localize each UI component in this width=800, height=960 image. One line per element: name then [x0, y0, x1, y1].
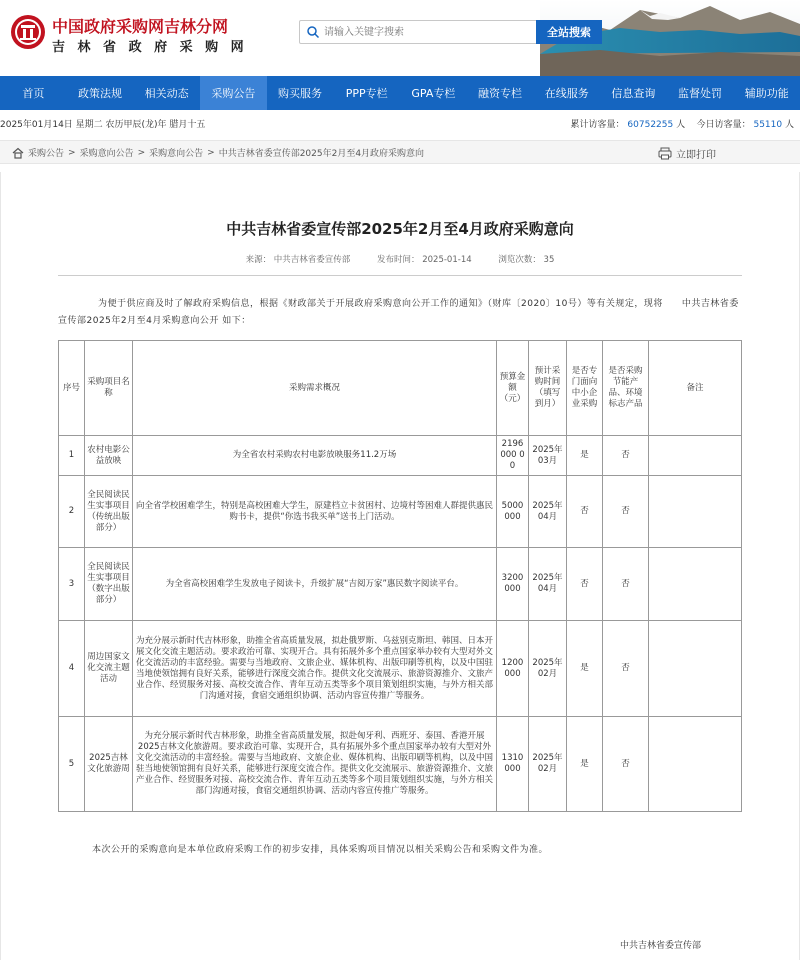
cell-remarks [649, 621, 742, 717]
today-visitors-unit: 人 [784, 120, 794, 130]
breadcrumb-item[interactable]: 采购意向公告 [79, 149, 134, 159]
cell-sme-only: 否 [567, 548, 603, 621]
nav-item[interactable]: 监督处罚 [678, 87, 723, 100]
cell-budget: 2196000 00 [497, 436, 529, 476]
cell-expected-time: 2025年04月 [529, 548, 567, 621]
cell-row-number: 1 [59, 436, 85, 476]
breadcrumb-item[interactable]: 采购公告 [28, 149, 65, 159]
table-header-row [59, 341, 742, 436]
info-bar [0, 114, 800, 132]
nav-item[interactable]: 购买服务 [278, 87, 323, 100]
nav-item[interactable]: 政策法规 [78, 87, 122, 100]
home-icon[interactable] [12, 147, 24, 159]
cell-expected-time: 2025年04月 [529, 476, 567, 548]
nav-item[interactable]: 信息查询 [611, 87, 656, 100]
cell-remarks [649, 476, 742, 548]
cell-budget: 3200000 [497, 548, 529, 621]
cell-green-products: 否 [603, 548, 649, 621]
table-row [59, 476, 742, 548]
total-visitors-unit: 人 [676, 120, 686, 130]
nav-item[interactable]: 首页 [22, 87, 45, 100]
breadcrumb-bar [0, 140, 800, 164]
header-no: 序号 [59, 341, 85, 436]
cell-expected-time: 2025年02月 [529, 621, 567, 717]
government-emblem-logo [10, 14, 46, 50]
visitor-stats [571, 117, 794, 130]
cell-expected-time: 2025年02月 [529, 717, 567, 812]
cell-green-products: 否 [603, 621, 649, 717]
print-label: 立即打印 [676, 150, 716, 161]
nav-item[interactable]: GPA专栏 [411, 87, 456, 100]
cell-requirements: 为全省农村采购农村电影放映服务11.2万场 [133, 436, 497, 476]
article-title: 中共吉林省委宣传部2025年2月至4月政府采购意向 [226, 220, 574, 238]
total-visitors-label: 累计访客量： [570, 120, 625, 130]
article-closing: 本次公开的采购意向是本单位政府采购工作的初步安排，具体采购项目情况以相关采购公告和采购文件为准。 [92, 845, 549, 855]
current-date: 2025年01月14日 星期二 农历甲辰(龙)年 腊月十五 [0, 120, 206, 130]
main-nav [0, 76, 800, 110]
title-divider [58, 275, 742, 276]
article-intro: 为便于供应商及时了解政府采购信息，根据《财政部关于开展政府采购意向公开工作的通知》（财库〔2020〕10号）等有关规定，现将 中共吉林省委宣传部2025年2月至4月采购意向公开 如下： [58, 299, 739, 326]
cell-green-products: 否 [603, 717, 649, 812]
cell-requirements: 为充分展示新时代吉林形象，助推全省高质量发展，拟赴俄罗斯、乌兹别克斯坦、韩国、日本开展文化交流主题活动。要求政治可靠、实现开合。具有拓展外多个重点国家举办较有大型对外文化交流活动的丰富经验。需要与当地政府、文旅企业、媒体机构、出版印刷等机构，以及中国驻当地使领馆拥有良好关系，能够进行深度交流合作。提供文化交流展示、旅游资源推介、文旅产业合作、经贸服务对接、高校交流合作、青年互动五类等多个项目策划组织实施，与外方相关部门沟通对接，食宿交通组织协调、活动内容宣传推广等服务。 [133, 621, 497, 717]
header-expected-time: 预计采购时间（填写到月） [529, 341, 567, 436]
printer-icon [658, 147, 672, 160]
cell-budget: 1310000 [497, 717, 529, 812]
breadcrumb [12, 146, 424, 159]
search-box[interactable] [299, 20, 537, 44]
nav-item[interactable]: 在线服务 [544, 87, 589, 100]
table-row [59, 717, 742, 812]
header-requirements: 采购需求概况 [133, 341, 497, 436]
cell-row-number: 3 [59, 548, 85, 621]
site-header [0, 0, 800, 76]
cell-sme-only: 是 [567, 717, 603, 812]
nav-item[interactable]: PPP专栏 [345, 87, 388, 100]
breadcrumb-separator: > [68, 147, 76, 158]
cell-remarks [649, 717, 742, 812]
cell-green-products: 否 [603, 476, 649, 548]
cell-row-number: 2 [59, 476, 85, 548]
cell-remarks [649, 436, 742, 476]
cell-expected-time: 2025年03月 [529, 436, 567, 476]
cell-remarks [649, 548, 742, 621]
cell-requirements: 为全省高校困难学生发放电子阅读卡，升级扩展“吉阅万家”惠民数字阅读平台。 [133, 548, 497, 621]
cell-requirements: 向全省学校困难学生，特别是高校困难大学生，原建档立卡贫困村、边境村等困难人群提供惠民购书卡，提供“你选书我买单”送书上门活动。 [133, 476, 497, 548]
cell-project-name: 农村电影公益放映 [85, 436, 133, 476]
today-visitors-value: 55110 [753, 120, 783, 130]
cell-budget: 1200000 [497, 621, 529, 717]
header-budget: 预算金额（元） [497, 341, 529, 436]
article-source: 来源： 中共吉林省委宣传部 [245, 255, 351, 265]
cell-sme-only: 是 [567, 436, 603, 476]
breadcrumb-separator: > [207, 147, 215, 158]
search-button[interactable]: 全站搜索 [536, 20, 602, 44]
nav-item[interactable]: 融资专栏 [478, 87, 523, 100]
cell-budget: 5000000 [497, 476, 529, 548]
cell-project-name: 周边国家文化交流主题活动 [85, 621, 133, 717]
article-view-count: 浏览次数： 35 [498, 255, 555, 265]
breadcrumb-separator: > [137, 147, 146, 158]
today-visitors-label: 今日访客量： [696, 120, 751, 130]
procurement-plan-table [58, 340, 742, 812]
cell-row-number: 5 [59, 717, 85, 812]
header-project-name: 采购项目名称 [85, 341, 133, 436]
breadcrumb-item[interactable]: 采购意向公告 [149, 149, 204, 159]
cell-project-name: 2025吉林文化旅游周 [85, 717, 133, 812]
print-button[interactable] [658, 146, 716, 161]
total-visitors-value: 60752255 [627, 120, 674, 130]
header-remarks: 备注 [649, 341, 742, 436]
site-subtitle: 吉 林 省 政 府 采 购 网 [52, 40, 248, 55]
cell-row-number: 4 [59, 621, 85, 717]
search-icon [306, 25, 320, 39]
nav-item[interactable]: 相关动态 [144, 87, 189, 100]
cell-project-name: 全民阅读民生实事项目（数字出版部分） [85, 548, 133, 621]
cell-sme-only: 否 [567, 476, 603, 548]
header-green-products: 是否采购节能产品、环境标志产品 [603, 341, 649, 436]
article-meta [0, 253, 800, 265]
article-signature: 中共吉林省委宣传部 [620, 941, 702, 951]
cell-requirements: 为充分展示新时代吉林形象，助推全省高质量发展，拟赴匈牙利、西班牙、泰国、香港开展2025吉林文化旅游周。要求政治可靠、实现开合，具有拓展外多个重点国家举办较有大型对外文化交流活动的丰富经验。需要与当地政府、文旅企业、媒体机构、出版印刷等机构，以及中国驻当地使领馆拥有良好关系，能够进行深度交流合作。提供文化交流展示、旅游资源推介、文旅产业合作、经贸服务对接、高校交流合作、青年互动五类等多个项目策划组织实施，与外方相关部门沟通对接，食宿交通组织协调、活动内容宣传推广等服务。 [133, 717, 497, 812]
header-sme-only: 是否专门面向中小企业采购 [567, 341, 603, 436]
nav-item[interactable]: 辅助功能 [744, 87, 789, 100]
table-row [59, 548, 742, 621]
nav-item[interactable]: 采购公告 [200, 76, 267, 110]
search-input[interactable] [324, 22, 536, 42]
article-publish-date: 发布时间： 2025-01-14 [377, 255, 472, 265]
table-row [59, 621, 742, 717]
table-row [59, 436, 742, 476]
breadcrumb-current: 中共吉林省委宣传部2025年2月至4月政府采购意向 [218, 149, 425, 159]
cell-project-name: 全民阅读民生实事项目（传统出版部分） [85, 476, 133, 548]
cell-sme-only: 是 [567, 621, 603, 717]
site-title: 中国政府采购网吉林分网 [52, 17, 229, 36]
cell-green-products: 否 [603, 436, 649, 476]
